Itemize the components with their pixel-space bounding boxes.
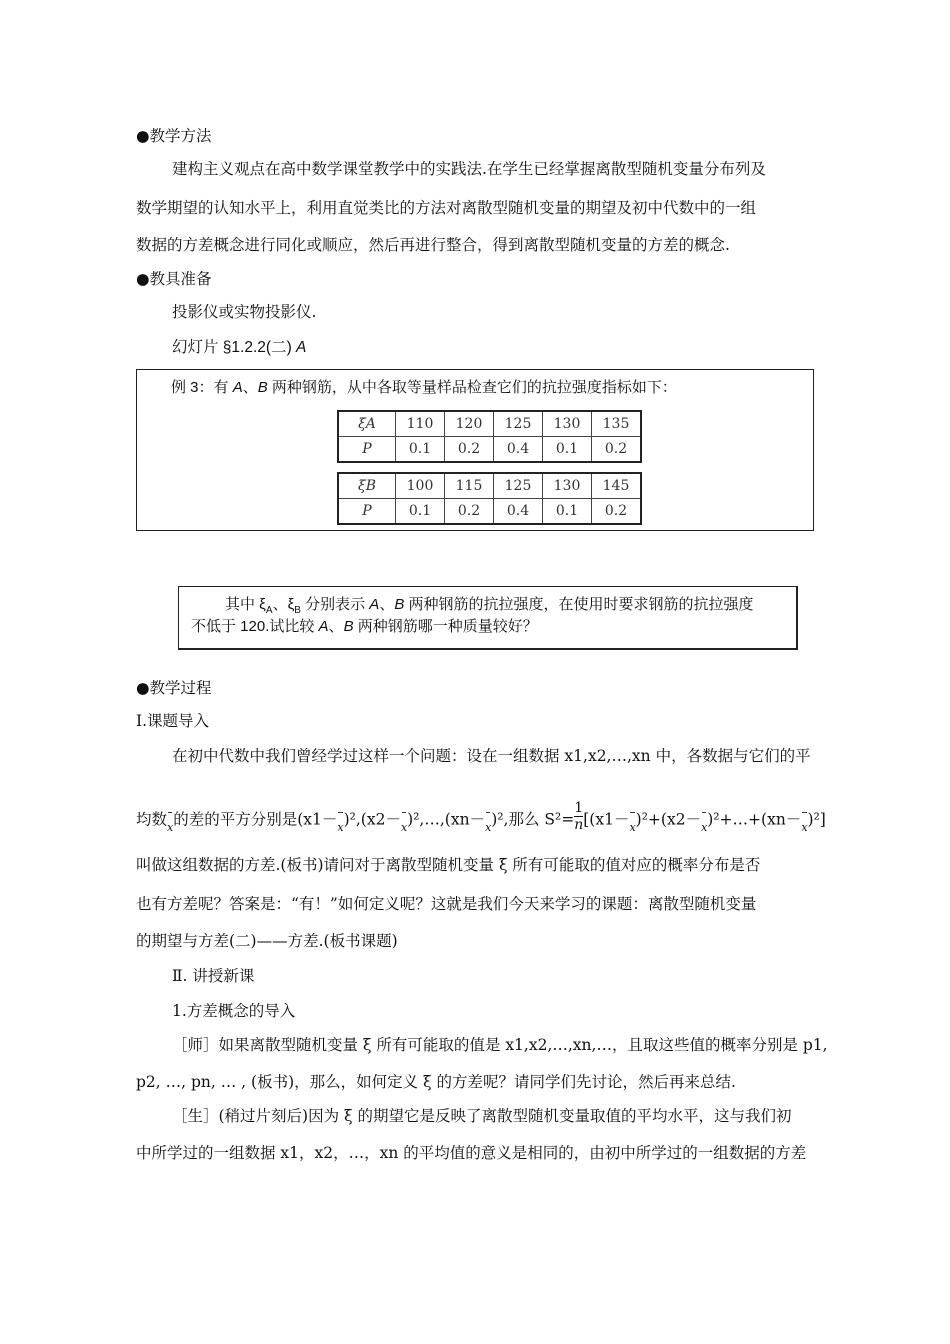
slide-letter: A (296, 339, 307, 356)
mean-symbol: x (801, 816, 807, 840)
steel-a-label: A (232, 379, 243, 396)
mean-symbol: x (401, 816, 407, 840)
note-text: 两种钢筋的抗拉强度，在使用时要求钢筋的抗拉强度 (404, 596, 754, 613)
slide-label (172, 336, 816, 360)
example-intro-text: 两种钢筋，从中各取等量样品检查它们的抗拉强度指标如下： (267, 379, 677, 396)
table-cell: 115 (445, 473, 494, 499)
distribution-table-a (337, 410, 642, 463)
table-cell: ξA (338, 411, 396, 437)
formula-text: )²] (807, 810, 826, 829)
note-sub: A (265, 605, 273, 616)
subsection-heading: 1.方差概念的导入 (172, 1002, 296, 1020)
mean-symbol: x (485, 816, 491, 840)
formula-text: )²+(x2－ (635, 810, 702, 829)
steel-b-label: B (394, 596, 405, 613)
table-cell: 0.1 (543, 437, 592, 463)
slide-label-text: 幻灯片 §1.2.2(二) (172, 339, 297, 356)
note-line (225, 593, 754, 614)
table-row (338, 499, 641, 525)
fraction (574, 800, 583, 833)
table-cell: 130 (543, 411, 592, 437)
table-cell: 145 (592, 473, 642, 499)
table-cell: ξB (338, 473, 396, 499)
table-cell: 125 (494, 411, 543, 437)
table-cell: 0.1 (396, 437, 445, 463)
example-intro (171, 376, 677, 397)
note-line (191, 615, 538, 636)
note-text: 、ξ (272, 596, 295, 613)
table-cell: 110 (396, 411, 445, 437)
tools-heading: ●教具准备 (136, 270, 212, 288)
note-text: 、 (379, 596, 395, 613)
note-box (178, 586, 798, 650)
tools-paragraph: 投影仪或实物投影仪. (172, 303, 317, 321)
variance-formula-line (136, 800, 826, 837)
paragraph-line: 的期望与方差(二)——方差.(板书课题) (136, 932, 398, 950)
paragraph-line: p2, …, pn, … , (板书)，那么，如何定义 ξ 的方差呢？请同学们先讨论，然后再来总结. (136, 1073, 736, 1091)
part1-heading: Ⅰ.课题导入 (136, 712, 210, 730)
process-heading: ●教学过程 (136, 679, 212, 697)
formula-text: )²+…+(xn－ (707, 810, 802, 829)
table-cell: 100 (396, 473, 445, 499)
example-box (136, 369, 814, 531)
note-text: 、 (328, 618, 344, 635)
table-cell: 135 (592, 411, 642, 437)
steel-a-label: A (318, 618, 329, 635)
table-row (338, 473, 641, 499)
table-cell: 0.1 (396, 499, 445, 525)
fraction-denominator: n (574, 817, 584, 833)
paragraph-line: 在初中代数中我们曾经学过这样一个问题：设在一组数据 x1,x2,…,xn 中，各数据与它们的平 (172, 747, 811, 765)
method-paragraph-line: 数据的方差概念进行同化或顺应，然后再进行整合，得到离散型随机变量的方差的概念. (136, 236, 730, 254)
steel-a-label: A (369, 596, 380, 613)
mean-symbol: x (629, 816, 635, 840)
table-cell: 0.2 (445, 499, 494, 525)
table-cell: 0.4 (494, 499, 543, 525)
table-cell: 120 (445, 411, 494, 437)
formula-text: )²,那么 S²= (491, 810, 575, 829)
table-cell: 0.4 (494, 437, 543, 463)
method-heading: ●教学方法 (136, 127, 212, 145)
mean-symbol: x (701, 816, 707, 840)
table-cell: 125 (494, 473, 543, 499)
formula-text: )²,(x2－ (343, 810, 401, 829)
fraction-numerator: 1 (574, 800, 584, 816)
method-paragraph-line: 建构主义观点在高中数学课堂教学中的实践法.在学生已经掌握离散型随机变量分布列及 (172, 160, 766, 178)
table-cell: 0.2 (592, 437, 642, 463)
paragraph-line: 叫做这组数据的方差.(板书)请问对于离散型随机变量 ξ 所有可能取的值对应的概率分布是否 (136, 856, 761, 874)
formula-text: 的差的平方分别是(x1－ (173, 810, 338, 829)
example-sep: 、 (242, 379, 258, 396)
note-text: 不低于 120.试比较 (191, 618, 319, 635)
table-cell: 0.1 (543, 499, 592, 525)
example-intro-text: 例 3：有 (171, 379, 233, 396)
table-row (338, 411, 641, 437)
note-sub: B (294, 605, 301, 616)
paragraph-line: ［师］如果离散型随机变量 ξ 所有可能取的值是 x1,x2,…,xn,…，且取这些值的概率分别是 p1, (172, 1036, 828, 1054)
table-cell: 130 (543, 473, 592, 499)
table-row (338, 437, 641, 463)
table-cell: P (338, 499, 396, 525)
note-text: 其中 ξ (225, 596, 266, 613)
table-cell: 0.2 (445, 437, 494, 463)
paragraph-line: 也有方差呢？答案是：“有！”如何定义呢？这就是我们今天来学习的课题：离散型随机变量 (136, 895, 757, 913)
table-cell: 0.2 (592, 499, 642, 525)
note-text: 分别表示 (300, 596, 370, 613)
formula-text: 均数 (136, 810, 168, 829)
table-cell: P (338, 437, 396, 463)
paragraph-line: 中所学过的一组数据 x1，x2，…，xn 的平均值的意义是相同的，由初中所学过的一组数据的方差 (136, 1144, 807, 1162)
method-paragraph-line: 数学期望的认知水平上，利用直觉类比的方法对离散型随机变量的期望及初中代数中的一组 (136, 199, 757, 217)
formula-text: [(x1－ (583, 810, 630, 829)
distribution-table-b (337, 472, 642, 525)
steel-b-label: B (257, 379, 268, 396)
formula-text: )²,…,(xn－ (407, 810, 486, 829)
paragraph-line: ［生］(稍过片刻后)因为 ξ 的期望它是反映了离散型随机变量取值的平均水平，这与我们初 (172, 1107, 792, 1125)
steel-b-label: B (343, 618, 354, 635)
mean-symbol: x (167, 816, 173, 840)
part2-heading: Ⅱ. 讲授新课 (172, 967, 255, 985)
mean-symbol: x (337, 816, 343, 840)
note-text: 两种钢筋哪一种质量较好？ (353, 618, 538, 635)
